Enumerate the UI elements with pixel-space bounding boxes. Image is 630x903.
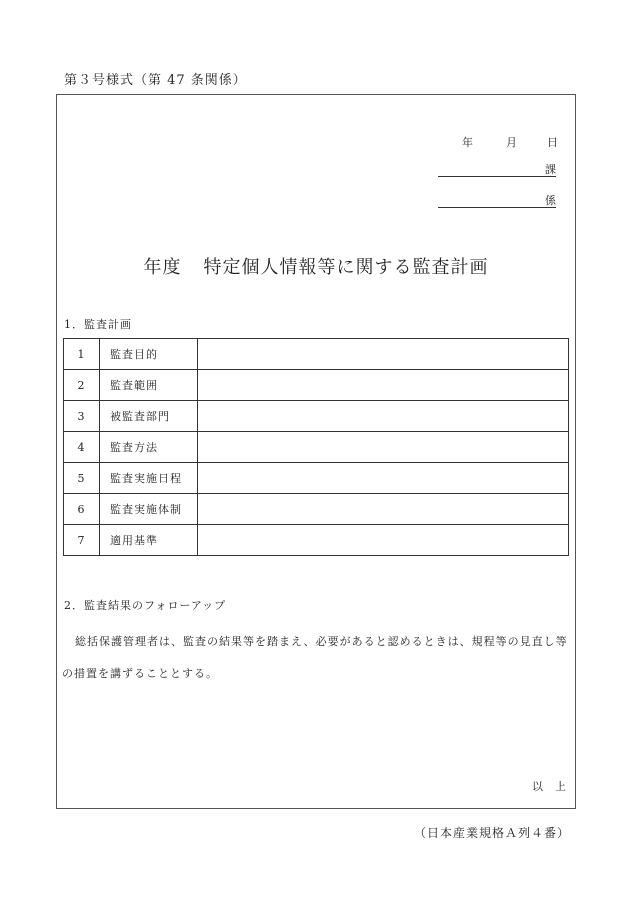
section2-heading: 2．監査結果のフォローアップ	[64, 599, 227, 612]
section-signature-line[interactable]	[438, 161, 556, 177]
form-number-label: 第３号様式（第 47 条関係）	[64, 73, 247, 88]
title-year-part: 年度	[143, 257, 182, 278]
row-label: 監査方法	[100, 432, 198, 463]
table-row	[64, 370, 569, 401]
row-value-cell[interactable]	[198, 525, 569, 556]
row-value-cell[interactable]	[198, 432, 569, 463]
staff-signature-line[interactable]	[438, 192, 556, 208]
title-main: 特定個人情報等に関する監査計画	[203, 257, 489, 278]
row-value-cell[interactable]	[198, 463, 569, 494]
date-month-label: 月	[506, 136, 517, 149]
table-row	[64, 525, 569, 556]
table-row	[64, 339, 569, 370]
row-label: 適用基準	[100, 525, 198, 556]
row-number: 1	[64, 339, 100, 370]
table-row	[64, 463, 569, 494]
audit-plan-table	[63, 338, 569, 556]
row-number: 3	[64, 401, 100, 432]
date-day-label: 日	[547, 136, 558, 149]
row-number: 5	[64, 463, 100, 494]
row-value-cell[interactable]	[198, 494, 569, 525]
section2-body: 総括保護管理者は、監査の結果等を踏まえ、必要があると認めるときは、規程等の見直し等の措置を講ずることとする。	[62, 635, 568, 680]
row-label: 監査実施体制	[100, 494, 198, 525]
section-ka-label: 課	[545, 163, 556, 176]
row-label: 監査範囲	[100, 370, 198, 401]
paper-size-footer: （日本産業規格Ａ列４番）	[413, 826, 570, 840]
row-value-cell[interactable]	[198, 370, 569, 401]
date-year-label: 年	[462, 136, 473, 149]
table-row	[64, 401, 569, 432]
row-value-cell[interactable]	[198, 339, 569, 370]
row-value-cell[interactable]	[198, 401, 569, 432]
row-label: 監査実施日程	[100, 463, 198, 494]
row-number: 7	[64, 525, 100, 556]
row-number: 6	[64, 494, 100, 525]
row-number: 2	[64, 370, 100, 401]
closing-mark: 以上	[532, 780, 578, 793]
row-label: 被監査部門	[100, 401, 198, 432]
section1-heading: 1．監査計画	[64, 318, 132, 331]
row-number: 4	[64, 432, 100, 463]
table-row	[64, 494, 569, 525]
row-label: 監査目的	[100, 339, 198, 370]
staff-kakari-label: 係	[545, 194, 556, 207]
page-title	[56, 253, 576, 279]
table-row	[64, 432, 569, 463]
